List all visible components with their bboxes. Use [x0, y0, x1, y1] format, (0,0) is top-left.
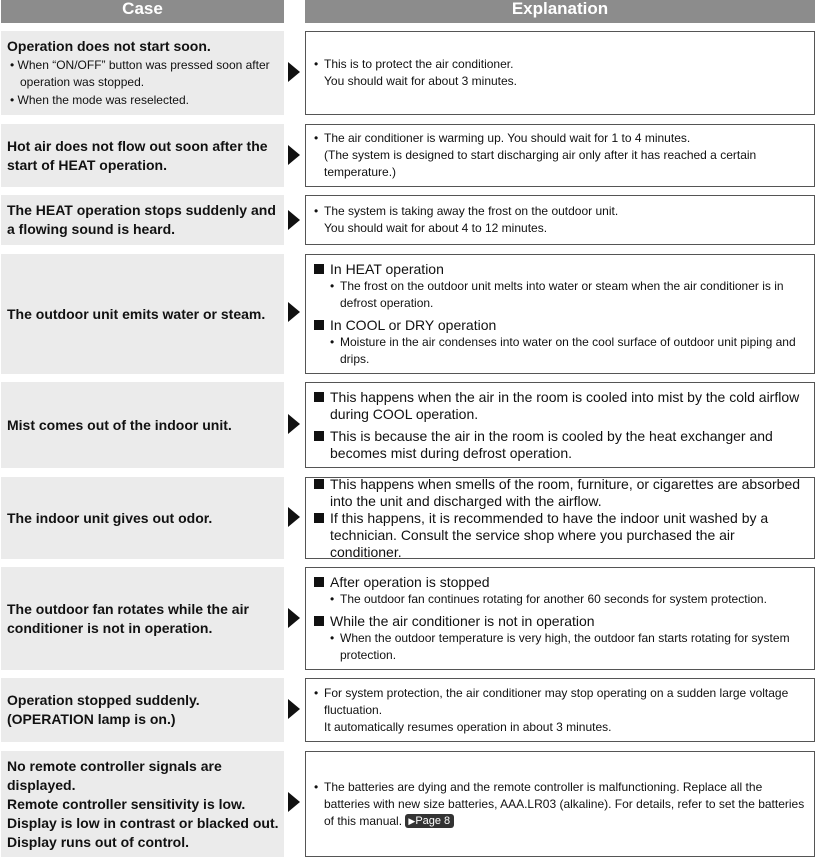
explanation-heading: This happens when smells of the room, furniture, or cigarettes are absorbed into the unit and discharged with the airflow.: [314, 476, 808, 510]
explanation-cell: [305, 124, 815, 187]
arrow-icon: [288, 608, 300, 628]
arrow-icon: [288, 302, 300, 322]
explanation-text: If this happens, it is recommended to have the indoor unit washed by a technician. Consult the service shop where you purchased the air conditioner.: [314, 510, 808, 561]
arrow-icon: [288, 414, 300, 434]
case-cell: [1, 195, 284, 245]
explanation-heading: In COOL or DRY operation: [314, 317, 808, 334]
case-cell: [1, 254, 284, 374]
explanation-text: (The system is designed to start discharging air only after it has reached a certain temperature.): [324, 148, 757, 179]
header-case: Case: [1, 0, 284, 23]
page-reference-link[interactable]: ▶Page 8: [405, 814, 454, 828]
explanation-bullet: • The system is taking away the frost on the outdoor unit.: [314, 203, 808, 220]
arrow-icon: [288, 210, 300, 230]
case-title: Display is low in contrast or blacked out.: [7, 814, 279, 831]
explanation-cell: [305, 477, 815, 559]
explanation-heading: While the air conditioner is not in operation: [314, 613, 808, 630]
case-cell: [1, 382, 284, 468]
explanation-cell: [305, 31, 815, 115]
explanation-cell: [305, 751, 815, 857]
explanation-bullet: • For system protection, the air conditioner may stop operating on a sudden large voltage fluctuation.: [314, 685, 808, 719]
arrow-icon: [288, 62, 300, 82]
case-bullet: • When “ON/OFF” button was pressed soon after operation was stopped.: [10, 58, 270, 89]
case-title: The indoor unit gives out odor.: [7, 509, 213, 526]
case-title: The HEAT operation stops suddenly and a flowing sound is heard.: [7, 202, 276, 237]
case-title: Operation stopped suddenly.: [7, 692, 200, 708]
case-cell: [1, 751, 284, 857]
case-title: Operation does not start soon.: [7, 38, 211, 54]
explanation-bullet: • Moisture in the air condenses into water on the cool surface of outdoor unit piping and drips.: [314, 334, 808, 368]
arrow-icon: [288, 699, 300, 719]
arrow-icon: [288, 145, 300, 165]
case-title: The outdoor fan rotates while the air conditioner is not in operation.: [7, 600, 249, 636]
explanation-bullet: • The air conditioner is warming up. You should wait for 1 to 4 minutes.: [314, 130, 808, 147]
explanation-heading: In HEAT operation: [314, 261, 808, 278]
case-cell: [1, 124, 284, 187]
case-title: No remote controller signals are displayed.: [7, 757, 222, 793]
explanation-bullet: • The batteries are dying and the remote controller is malfunctioning. Replace all the batteries with new size batteries, AAA.LR03 (alkaline). For details, refer to set the batteries of this manual. ▶Page 8: [314, 779, 808, 830]
explanation-text: It automatically resumes operation in about 3 minutes.: [324, 719, 612, 734]
case-cell: [1, 567, 284, 670]
arrow-icon: [288, 792, 300, 812]
explanation-text: You should wait for about 4 to 12 minutes.: [324, 221, 548, 235]
case-title: The outdoor unit emits water or steam.: [7, 305, 266, 322]
case-cell: [1, 31, 284, 115]
explanation-bullet: • When the outdoor temperature is very high, the outdoor fan starts rotating for system protection.: [314, 630, 808, 664]
case-cell: [1, 678, 284, 742]
explanation-text: You should wait for about 3 minutes.: [324, 74, 518, 88]
case-title: Hot air does not flow out soon after the start of HEAT operation.: [7, 137, 268, 173]
case-title: Display runs out of control.: [7, 833, 190, 850]
case-title: Remote controller sensitivity is low.: [7, 795, 246, 812]
explanation-bullet: • The frost on the outdoor unit melts into water or steam when the air conditioner is in defrost operation.: [314, 278, 808, 312]
explanation-bullet: • This is to protect the air conditioner.: [314, 56, 808, 73]
header-explanation: Explanation: [305, 0, 815, 23]
case-bullet: • When the mode was reselected.: [10, 93, 189, 107]
explanation-bullet: • The outdoor fan continues rotating for another 60 seconds for system protection.: [314, 591, 808, 608]
case-cell: [1, 477, 284, 559]
arrow-icon: [288, 507, 300, 527]
explanation-heading: This happens when the air in the room is cooled into mist by the cold airflow during COOL operation.: [314, 389, 808, 423]
play-triangle-icon: ▶: [408, 816, 416, 827]
explanation-cell: [305, 567, 815, 670]
explanation-heading: After operation is stopped: [314, 574, 808, 591]
explanation-cell: [305, 678, 815, 742]
case-title: Mist comes out of the indoor unit.: [7, 416, 232, 433]
case-title-secondary: (OPERATION lamp is on.): [7, 711, 176, 727]
explanation-cell: [305, 254, 815, 374]
explanation-cell: [305, 382, 815, 468]
explanation-cell: [305, 195, 815, 245]
explanation-heading: This is because the air in the room is cooled by the heat exchanger and becomes mist during defrost operation.: [314, 428, 808, 462]
